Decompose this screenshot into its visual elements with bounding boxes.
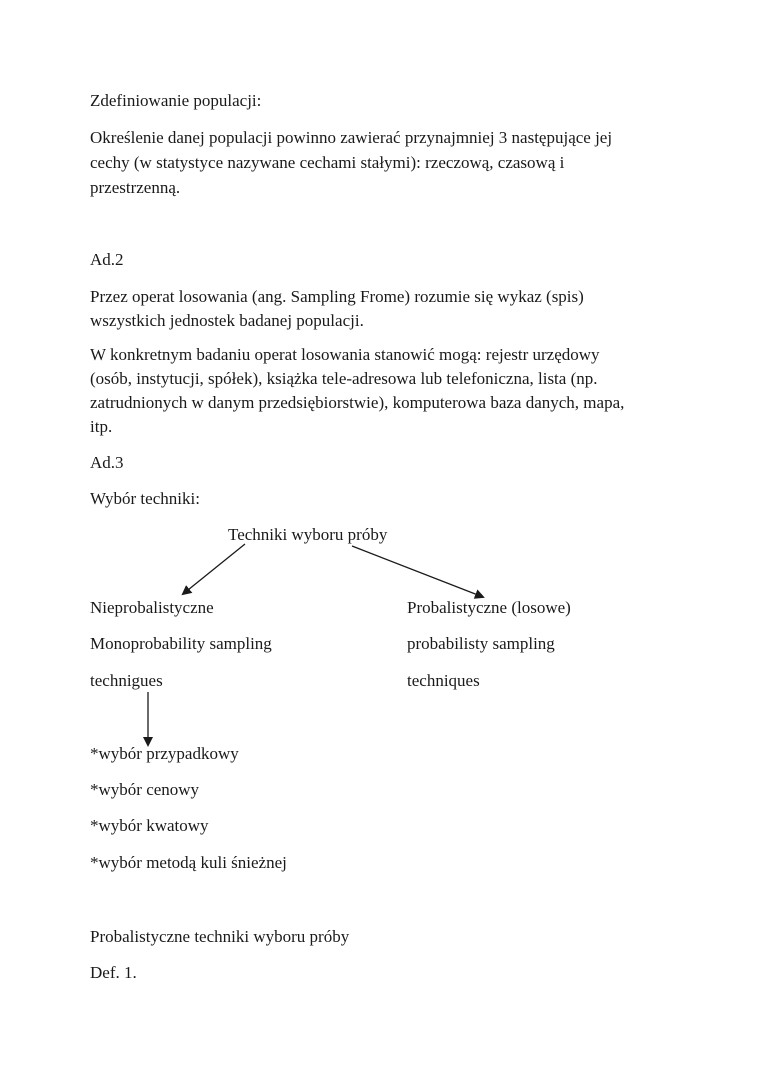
population-heading: Zdefiniowanie populacji:	[90, 91, 262, 110]
left-branch-line-1: Nieprobalistyczne	[90, 598, 214, 617]
probabilistic-heading: Probalistyczne techniki wyboru próby	[90, 927, 350, 946]
right-branch-line-1: Probalistyczne (losowe)	[407, 598, 571, 617]
ad3-heading: Ad.3	[90, 453, 124, 472]
ad2-paragraph2-line-3: zatrudnionych w danym przedsiębiorstwie), komputerowa baza danych, mapa,	[90, 393, 625, 412]
ad3-subheading: Wybór techniki:	[90, 489, 200, 508]
diagram-root-label: Techniki wyboru próby	[228, 525, 388, 544]
left-list-item-3: *wybór kwatowy	[90, 816, 209, 835]
left-branch-line-3: technigues	[90, 671, 163, 690]
right-branch-line-2: probabilisty sampling	[407, 634, 555, 653]
definition-label: Def. 1.	[90, 963, 137, 982]
population-paragraph-line-1: Określenie danej populacji powinno zawierać przynajmniej 3 następujące jej	[90, 128, 613, 147]
left-list-item-4: *wybór metodą kuli śnieżnej	[90, 853, 287, 872]
ad2-paragraph1-line-1: Przez operat losowania (ang. Sampling Frome) rozumie się wykaz (spis)	[90, 287, 584, 306]
ad2-paragraph1-line-2: wszystkich jednostek badanej populacji.	[90, 311, 364, 330]
ad2-paragraph2-line-4: itp.	[90, 417, 113, 436]
population-paragraph-line-3: przestrzenną.	[90, 178, 181, 197]
ad2-paragraph2-line-1: W konkretnym badaniu operat losowania stanowić mogą: rejestr urzędowy	[90, 345, 600, 364]
arrow-to-right-branch	[352, 546, 483, 597]
left-list-item-2: *wybór cenowy	[90, 780, 200, 799]
left-list-item-1: *wybór przypadkowy	[90, 744, 239, 763]
left-branch-line-2: Monoprobability sampling	[90, 634, 272, 653]
ad2-heading: Ad.2	[90, 250, 124, 269]
ad2-paragraph2-line-2: (osób, instytucji, spółek), książka tele-adresowa lub telefoniczna, lista (np.	[90, 369, 598, 388]
right-branch-line-3: techniques	[407, 671, 480, 690]
arrow-to-left-branch	[183, 544, 245, 594]
population-paragraph-line-2: cechy (w statystyce nazywane cechami stałymi): rzeczową, czasową i	[90, 153, 565, 172]
